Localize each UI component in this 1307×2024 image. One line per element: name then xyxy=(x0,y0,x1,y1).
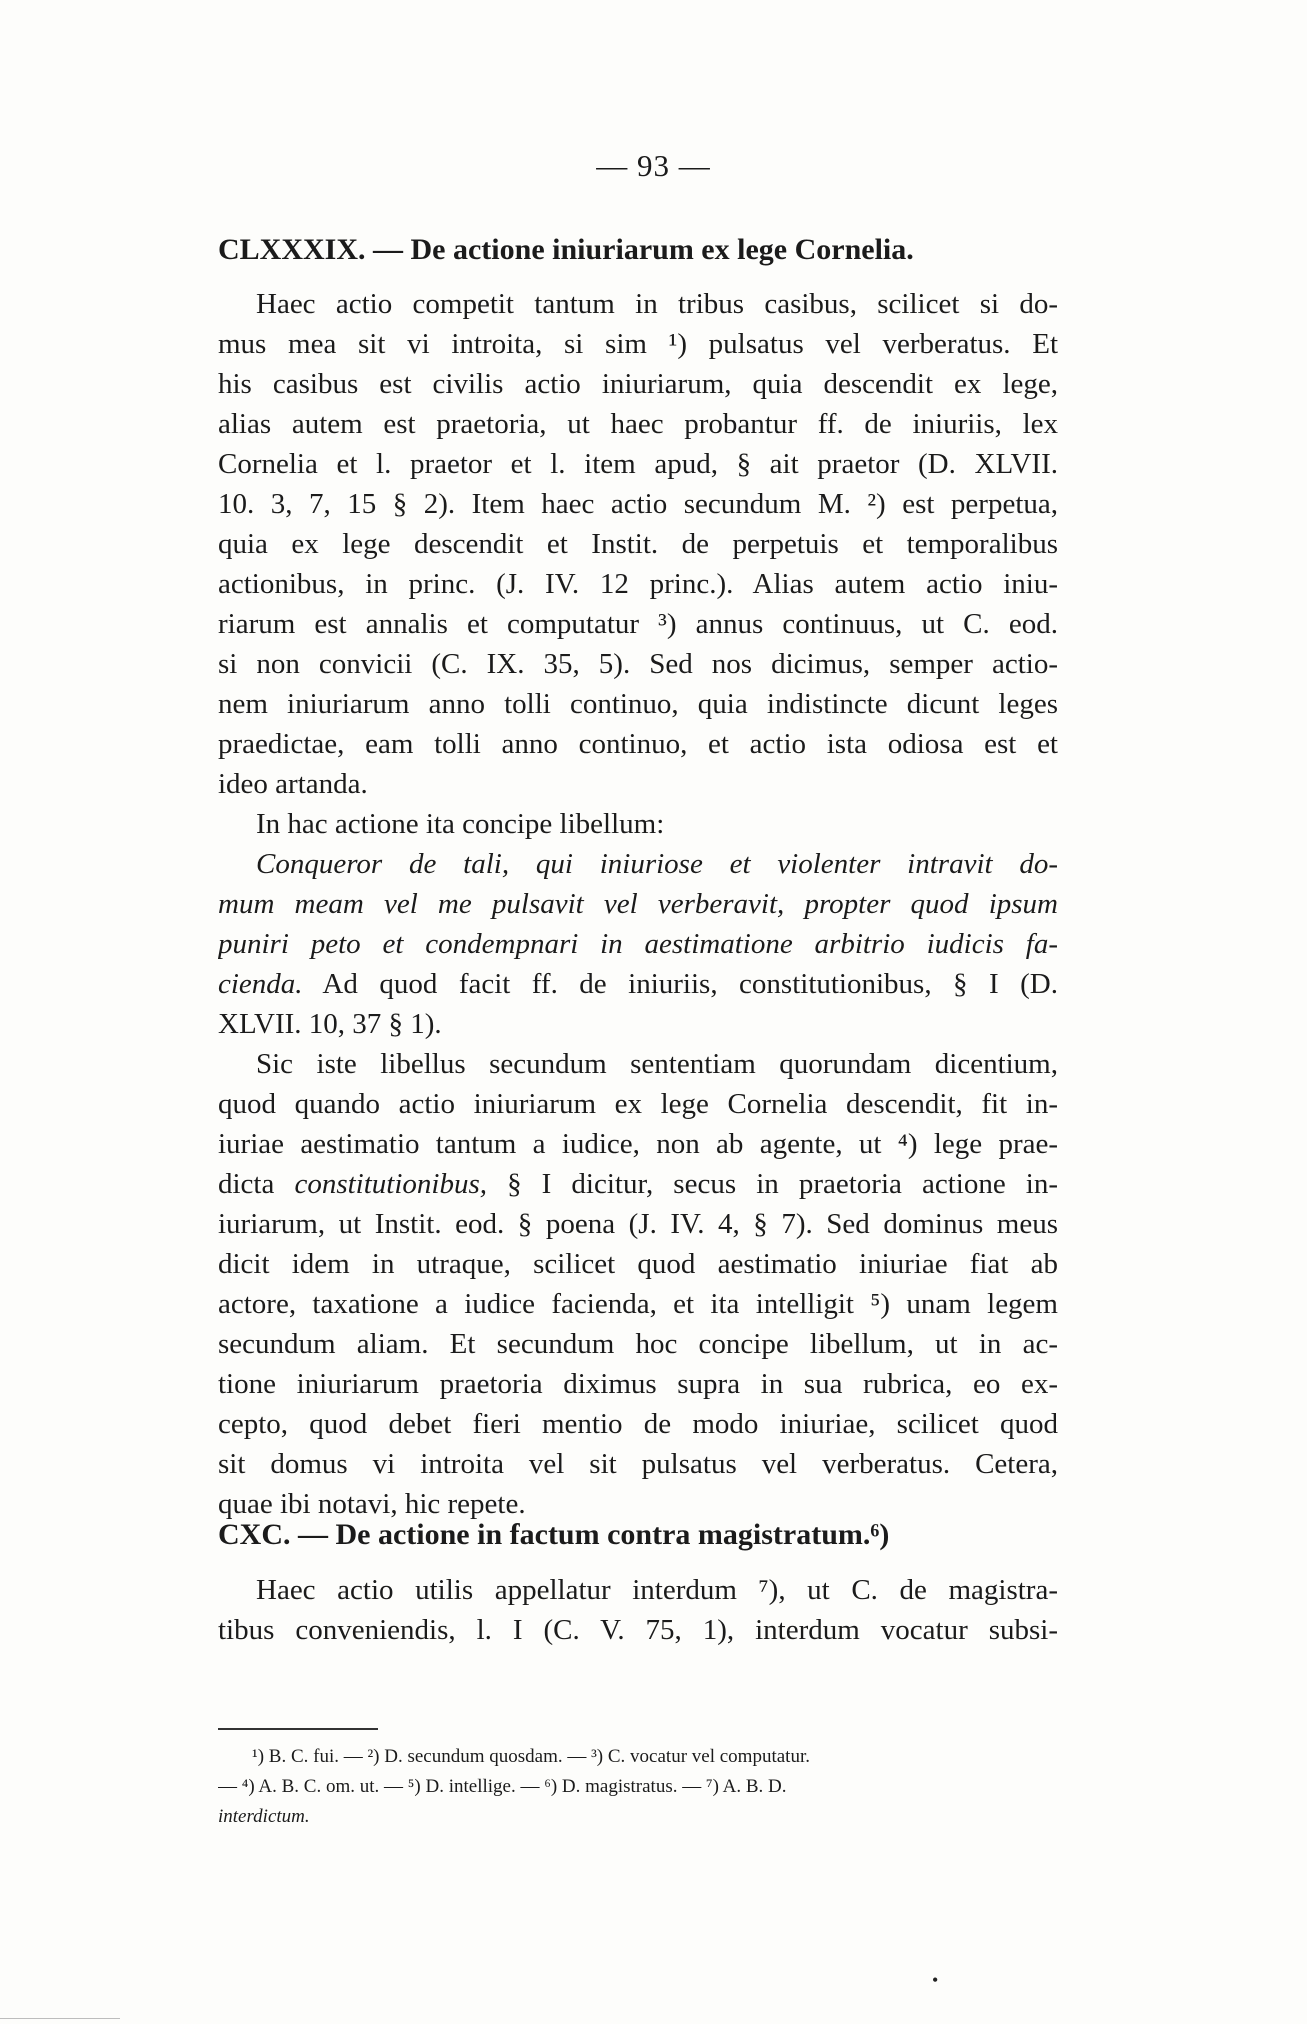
formula-line: puniri peto et condempnari in aestimatione arbitrio iudicis fa- xyxy=(218,928,1058,960)
footnote-line: — ⁴) A. B. C. om. ut. — ⁵) D. intellige. — ⁶) D. magistratus. — ⁷) A. B. D. xyxy=(218,1776,787,1797)
text-line: iuriae aestimatio tantum a iudice, non ab agente, ut ⁴) lege prae- xyxy=(218,1128,1058,1160)
text-line: quae ibi notavi, hic repete. xyxy=(218,1488,526,1520)
text-line: alias autem est praetoria, ut haec probantur ff. de iniuriis, lex xyxy=(218,408,1058,440)
text-line-mixed xyxy=(218,1164,1058,1204)
text-line: quia ex lege descendit et Instit. de perpetuis et temporalibus xyxy=(218,528,1058,560)
text-line: 10. 3, 7, 15 § 2). Item haec actio secundum M. ²) est perpetua, xyxy=(218,488,1058,520)
paragraph-cxc xyxy=(218,1570,1058,1650)
footnote-divider xyxy=(218,1728,378,1730)
text-line: cepto, quod debet fieri mentio de modo iniuriae, scilicet quod xyxy=(218,1408,1058,1440)
section-heading: CXC. — De actione in factum contra magistratum.⁶) xyxy=(218,1518,890,1551)
footnote-line: ¹) B. C. fui. — ²) D. secundum quosdam. — ³) C. vocatur vel computatur. xyxy=(252,1746,810,1767)
text-line: nem iniuriarum anno tolli continuo, quia indistincte dicunt leges xyxy=(218,688,1058,720)
text-line: quod quando actio iniuriarum ex lege Cornelia descendit, fit in- xyxy=(218,1088,1058,1120)
footnotes xyxy=(218,1742,1058,1832)
text-line: actionibus, in princ. (J. IV. 12 princ.). Alias autem actio iniu- xyxy=(218,568,1058,600)
formula-rest: Ad quod facit ff. de iniuriis, constitutionibus, § I (D. xyxy=(302,968,1058,1000)
dicta-word: dicta xyxy=(218,1168,295,1200)
text-line: praedictae, eam tolli anno continuo, et actio ista odiosa est et xyxy=(218,728,1058,760)
section-clxxxix xyxy=(218,233,1058,267)
text-line: secundum aliam. Et secundum hoc concipe libellum, ut in ac- xyxy=(218,1328,1058,1360)
text-line: tibus conveniendis, l. I (C. V. 75, 1), interdum vocatur subsi- xyxy=(218,1614,1058,1646)
text-line: Cornelia et l. praetor et l. item apud, § ait praetor (D. XLVII. xyxy=(218,448,1058,480)
formula-end: cienda. xyxy=(218,968,303,1000)
text-line: Haec actio utilis appellatur interdum ⁷), ut C. de magistra- xyxy=(256,1574,1058,1606)
page-number: — 93 — xyxy=(596,148,711,183)
text-line: Sic iste libellus secundum sententiam quorundam dicentium, xyxy=(256,1048,1058,1080)
text-line: tione iniuriarum praetoria diximus supra in sua rubrica, eo ex- xyxy=(218,1368,1058,1400)
text-line: riarum est annalis et computatur ³) annus continuus, ut C. eod. xyxy=(218,608,1058,640)
scan-edge-line xyxy=(0,2018,120,2019)
text-line: dicit idem in utraque, scilicet quod aestimatio iniuriae fiat ab xyxy=(218,1248,1058,1280)
section-cxc xyxy=(218,1518,1058,1552)
printer-mark: • xyxy=(932,1970,939,1990)
section-heading: CLXXXIX. — De actione iniuriarum ex lege Cornelia. xyxy=(218,233,914,266)
text-line: Haec actio competit tantum in tribus casibus, scilicet si do- xyxy=(256,288,1058,320)
text-line: sit domus vi introita vel sit pulsatus vel verberatus. Cetera, xyxy=(218,1448,1058,1480)
formula-line: mum meam vel me pulsavit vel verberavit, propter quod ipsum xyxy=(218,888,1058,920)
text-line: iuriarum, ut Instit. eod. § poena (J. IV. 4, § 7). Sed dominus meus xyxy=(218,1208,1058,1240)
text-line: XLVII. 10, 37 § 1). xyxy=(218,1008,442,1040)
italic-word: constitutionibus, xyxy=(294,1168,487,1200)
formula-line: Conqueror de tali, qui iniuriose et violenter intravit do- xyxy=(256,848,1058,880)
paragraph-1 xyxy=(218,284,1058,1524)
text-line: actore, taxatione a iudice facienda, et ita intelligit ⁵) unam legem xyxy=(218,1288,1058,1320)
text-line: ideo artanda. xyxy=(218,768,368,800)
text-line: his casibus est civilis actio iniuriarum, quia descendit ex lege, xyxy=(218,368,1058,400)
text-line: si non convicii (C. IX. 35, 5). Sed nos dicimus, semper actio- xyxy=(218,648,1058,680)
libellum-intro: In hac actione ita concipe libellum: xyxy=(256,808,665,840)
text-line: mus mea sit vi introita, si sim ¹) pulsatus vel verberatus. Et xyxy=(218,328,1058,360)
dicta-rest: § I dicitur, secus in praetoria actione in- xyxy=(487,1168,1058,1200)
formula-line-mixed xyxy=(218,964,1058,1004)
footnote-line: interdictum. xyxy=(218,1806,310,1827)
